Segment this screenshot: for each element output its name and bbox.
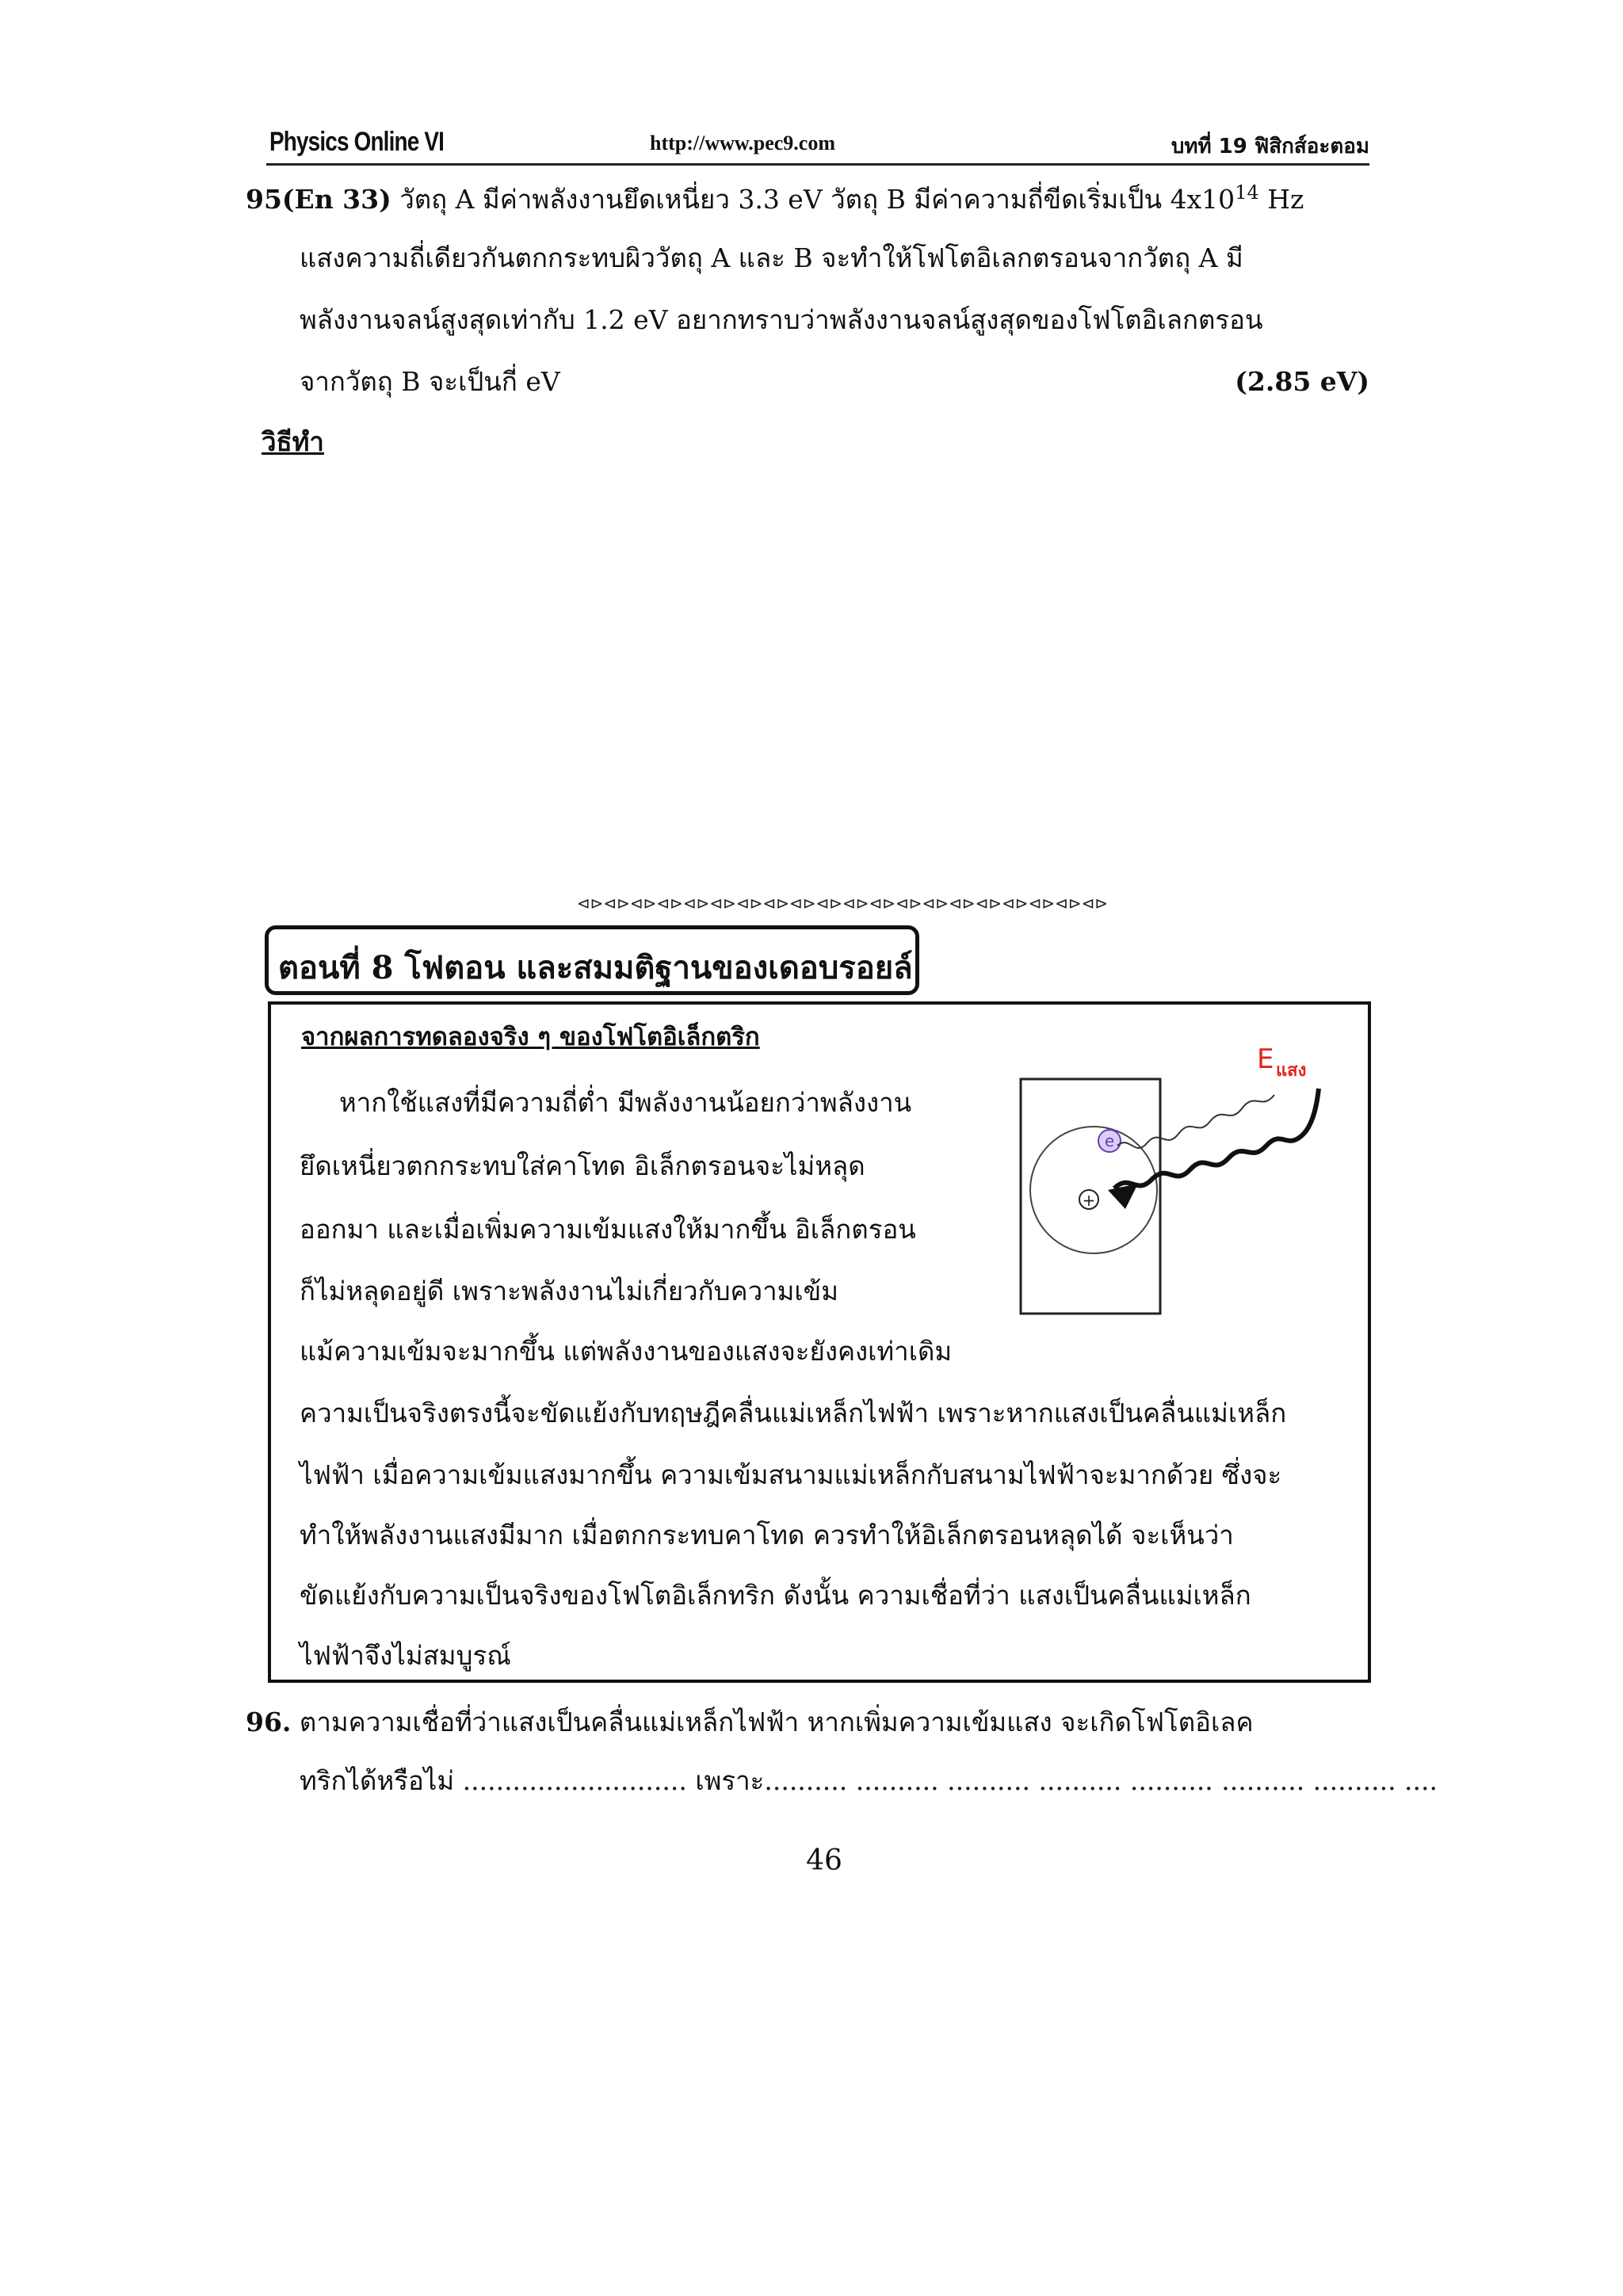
page-number: 46 xyxy=(806,1844,842,1877)
question-95-exponent: 14 xyxy=(1235,181,1259,204)
box-line-3: ออกมา และเมื่อเพิ่มความเข้มแสงให้มากขึ้น อิเล็กตรอน xyxy=(300,1214,916,1245)
question-95-text-1: วัตถุ A มีค่าพลังงานยึดเหนี่ยว 3.3 eV วัตถุ B มีค่าความถี่ขีดเริ่มเป็น 4x10 xyxy=(399,184,1235,215)
question-96-line-1 xyxy=(246,1708,1254,1737)
nucleus-symbol: + xyxy=(1082,1191,1096,1210)
header-url: http://www.pec9.com xyxy=(650,132,835,154)
box-line-1: หากใช้แสงที่มีความถี่ต่ำ มีพลังงานน้อยกว่าพลังงาน xyxy=(339,1087,912,1118)
part-title: ตอนที่ 8 โฟตอน และสมมติฐานของเดอบรอยล์ xyxy=(278,949,913,986)
photoelectric-figure xyxy=(1019,1039,1336,1325)
header-chapter: บทที่ 19 ฟิสิกส์อะตอม xyxy=(1170,135,1369,158)
box-line-5: แม้ความเข้มจะมากขึ้น แต่พลังงานของแสงจะยังคงเท่าเดิม xyxy=(300,1336,953,1367)
box-line-8: ทำให้พลังงานแสงมีมาก เมื่อตกกระทบคาโทด ควรทำให้อิเล็กตรอนหลุดได้ จะเห็นว่า xyxy=(300,1520,1234,1550)
question-95-line-4: จากวัตถุ B จะเป็นกี่ eV xyxy=(300,366,560,397)
page-header xyxy=(266,127,1369,166)
question-95-unit: Hz xyxy=(1267,184,1304,215)
box-line-6: ความเป็นจริงตรงนี้จะขัดแย้งกับทฤษฎีคลื่นแม่เหล็กไฟฟ้า เพราะหากแสงเป็นคลื่นแม่เหล็ก xyxy=(300,1398,1287,1428)
energy-label: E xyxy=(1257,1043,1274,1075)
question-96-text-1: ตามความเชื่อที่ว่าแสงเป็นคลื่นแม่เหล็กไฟฟ้า หากเพิ่มความเข้มแสง จะเกิดโฟโตอิเลค xyxy=(299,1707,1254,1737)
box-line-10: ไฟฟ้าจึงไม่สมบูรณ์ xyxy=(300,1640,511,1671)
header-book-title: Physics Online VI xyxy=(269,127,445,157)
question-95-line-1 xyxy=(246,182,1304,214)
section-divider: ⊲⊳⊲⊳⊲⊳⊲⊳⊲⊳⊲⊳⊲⊳⊲⊳⊲⊳⊲⊳⊲⊳⊲⊳⊲⊳⊲⊳⊲⊳⊲⊳⊲⊳⊲⊳⊲⊳⊲⊳ xyxy=(576,894,1109,913)
part-title-tab xyxy=(265,925,919,995)
method-label: วิธีทำ xyxy=(262,426,324,457)
question-95-number: 95(En 33) xyxy=(246,184,391,215)
question-96-line-2: ทริกได้หรือไม่ ........................... เพราะ.......... .......... .......... .......... .......... .......... .......... .... xyxy=(300,1765,1438,1796)
electron-symbol: e xyxy=(1104,1131,1115,1150)
question-95-answer: (2.85 eV) xyxy=(1235,366,1369,397)
energy-subscript: แสง xyxy=(1276,1061,1307,1081)
question-95-line-2: แสงความถี่เดียวกันตกกระทบผิววัตถุ A และ B จะทำให้โฟโตอิเลกตรอนจากวัตถุ A มี xyxy=(300,242,1243,273)
box-line-7: ไฟฟ้า เมื่อความเข้มแสงมากขึ้น ความเข้มสนามแม่เหล็กกับสนามไฟฟ้าจะมากด้วย ซึ่งจะ xyxy=(300,1459,1282,1490)
box-line-9: ขัดแย้งกับความเป็นจริงของโฟโตอิเล็กทริก ดังนั้น ความเชื่อที่ว่า แสงเป็นคลื่นแม่เหล็ก xyxy=(300,1580,1251,1611)
question-95-line-3: พลังงานจลน์สูงสุดเท่ากับ 1.2 eV อยากทราบว่าพลังงานจลน์สูงสุดของโฟโตอิเลกตรอน xyxy=(300,304,1263,335)
box-line-2: ยึดเหนี่ยวตกกระทบใส่คาโทด อิเล็กตรอนจะไม่หลุด xyxy=(300,1150,865,1181)
box-heading: จากผลการทดลองจริง ๆ ของโฟโตอิเล็กตริก xyxy=(301,1023,760,1051)
box-line-4: ก็ไม่หลุดอยู่ดี เพราะพลังงานไม่เกี่ยวกับความเข้ม xyxy=(300,1276,838,1306)
question-96-number: 96. xyxy=(246,1707,292,1737)
